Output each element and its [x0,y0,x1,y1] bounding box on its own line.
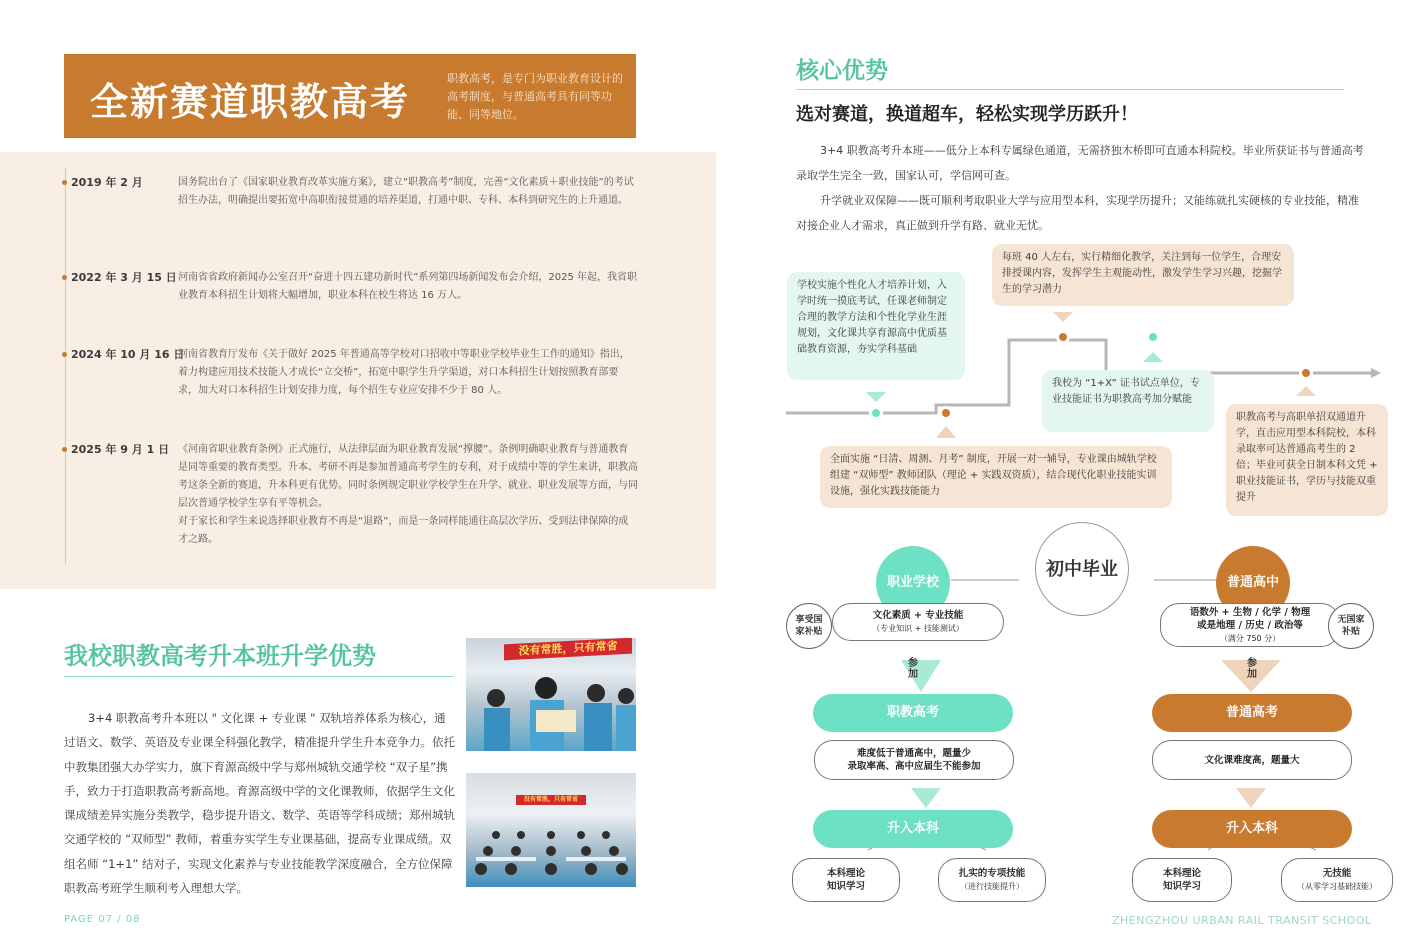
flow-highschool-subjects [1160,603,1340,647]
photo-slogan-banner: 没有常胜，只有常省 [504,638,632,660]
classroom-photo-reading [466,638,636,751]
timeline-dot [62,352,67,357]
flow-vocational-exam: 职教高考 [813,694,1013,732]
timeline-dot [62,447,67,452]
flow-vocational-outcome-skill-sub: （进行技能提升） [960,882,1024,891]
banner-title: 全新赛道职教高考 [90,80,411,124]
advantage-box-small-class: 每班 40 人左右，实行精细化教学，关注到每一位学生，合理安排授课内容，发挥学生主观能动性，激发学生学习兴趣，挖掘学生的学习潜力 [992,244,1294,306]
timeline-text: 河南省省政府新闻办公室召开“奋进十四五建功新时代”系列第四场新闻发布会介绍，2025 年起，我省职业教育本科招生计划将大幅增加，职业本科在校生将达 16 万人。 [178,272,637,301]
flow-vocational-subjects-sub: （专业知识 + 技能测试） [872,624,964,633]
timeline-text: 国务院出台了《国家职业教育改革实施方案》，建立“职教高考”制度，完善“文化素质＋职业技能”的考试招生办法，明确提出要拓宽中高职衔接贯通的培养渠道，打通中职、专科、本科到研究生的上升通道。 [178,177,634,206]
timeline-text-para: 《河南省职业教育条例》正式施行，从法律层面为职业教育发展“撑腰”。条例明确职业教育与普通教育是同等重要的教育类型。升本、考研不再是参加普通高考学生的专利，对于成绩中等的学生来讲，职教高考这条全新的赛道，升本科更有优势。同时条例规定职业学校学生在升学、就业、职业发展等方面，与同层次普通学校学生享有平等机会。 [178,444,638,509]
classroom-photo-hall [466,773,636,887]
timeline-dot [62,180,67,185]
header-banner [64,54,636,138]
classroom-illustration [466,773,636,887]
flow-vocational-subjects [832,603,1004,641]
flow-vocational-subjects-main: 文化素质 + 专业技能 [872,610,964,621]
flow-regular-undergrad: 升入本科 [1152,810,1352,848]
timeline-text [178,441,638,549]
advantage-box-exams: 全面实施 “日清、周测、月考” 制度，开展一对一辅导，专业课由城轨学校组建 “双师型” 教师团队（理论 + 实践双资质），结合现代化职业技能实训设施，强化实践技能能力 [820,446,1172,508]
flow-regular-exam-note: 文化课难度高，题量大 [1152,740,1352,780]
flow-subsidy-no-label: 无国家补贴 [1337,615,1365,637]
timeline-date: 2025 年 9 月 1 日 [71,443,170,456]
subtitle: 选对赛道，换道超车，轻松实现学历跃升！ [796,104,1138,125]
timeline-dot [62,275,67,280]
advantage-box-dual-channel: 职教高考与高职单招双通道升学，直击应用型本科院校，本科录取率可达普通高考生的 2 倍；毕业可获全日制本科文凭 + 职业技能证书，学历与技能双重提升 [1226,404,1388,516]
advantage-body-text: 3+4 职教高考升本班以 " 文化课 + 专业课 " 双轨培养体系为核心，通过语文、数学、英语及专业课全科强化教学，精准提升学生升本竞争力。依托中教集团强大办学实力，旗下育源高级中学与郑州城轨交通学校 “双子星”携手，致力于打造职教高考新高地。育源高级中学的文化课教师，依据学生文化课成绩差异实施分类教学，稳步提升语文、数学、英语等学科成绩；郑州城轨交通学校的 “双师型” 教师，着重夯实学生专业课基础，提高专业课成绩。双组名师 “1+1” 结对子，实现文化素养与专业技能教学深度融合，全方位保障职教高考班学生顺利考入理想大学。 [64,711,455,896]
flow-vocational-outcome-skill [938,858,1046,902]
section-divider [796,89,1344,90]
advantage-box-certificate: 我校为 “1+X” 证书试点单位，专业技能证书为职教高考加分赋能 [1042,370,1214,432]
section-title: 我校职教高考升本班升学优势 [64,642,376,670]
flow-highschool-subjects-sub: （满分 750 分） [1219,633,1281,643]
timeline-line [65,168,66,564]
timeline-date: 2024 年 10 月 16 日 [71,348,185,361]
flow-regular-outcome-skill-sub: （从零学习基础技能） [1297,882,1377,891]
timeline-date: 2022 年 3 月 15 日 [71,271,177,284]
flow-subsidy-no [1328,603,1374,649]
students-illustration [466,638,636,751]
flow-vocational-undergrad: 升入本科 [813,810,1013,848]
timeline-date: 2019 年 2 月 [71,176,143,189]
right-page [716,0,1413,948]
flow-highschool-subjects-main: 语数外 + 生物 / 化学 / 物理 或是地理 / 历史 / 政治等 [1189,606,1311,631]
flow-vocational-school: 职业学校 [876,546,950,620]
flow-vocational-outcome-theory: 本科理论 知识学习 [792,858,900,902]
flow-subsidy-yes [786,603,832,649]
flow-vocational-exam-note: 难度低于普通高中，题量少 录取率高、高中应届生不能参加 [814,740,1014,780]
banner-description: 职教高考，是专门为职业教育设计的高考制度，与普通高考具有同等功能、同等地位。 [447,72,623,121]
flow-regular-high-school: 普通高中 [1216,546,1290,620]
flow-participate-label: 参加 [1247,658,1257,680]
school-footer: ZHENGZHOU URBAN RAIL TRANSIT SCHOOL [1112,914,1372,927]
flow-regular-outcome-skill [1281,858,1393,902]
timeline-text-para: 对于家长和学生来说选择职业教育不再是“退路”，而是一条同样能通往高层次学历、受到法律保障的成才之路。 [178,516,629,545]
intro-paragraph: 3+4 职教高考升本班——低分上本科专属绿色通道，无需挤独木桥即可直通本科院校。毕业所获证书与普通高考录取学生完全一致，国家认可，学信网可查。 [796,144,1364,182]
flow-subsidy-yes-label: 享受国家补贴 [795,615,823,637]
timeline-text: 河南省教育厅发布《关于做好 2025 年普通高等学校对口招收中等职业学校毕业生工作的通知》指出，着力构建应用技术技能人才成长“立交桥”，拓宽中职学生升学渠道，对口本科招生计划按照教育部要求，加大对口本科招生计划安排力度，每个招生专业应安排不少于 80 人。 [178,349,630,396]
flow-regular-exam: 普通高考 [1152,694,1352,732]
flow-start-junior-graduation: 初中毕业 [1035,522,1129,616]
advantage-box-personalized: 学校实施个性化人才培养计划，入学时统一摸底考试，任课老师制定合理的教学方法和个性化学业生涯规划，文化课共享育源高中优质基础教育资源，夯实学科基础 [787,272,965,380]
flow-vocational-outcome-skill-main: 扎实的专项技能 [958,868,1026,879]
section-divider [64,676,454,677]
flow-regular-outcome-skill-main: 无技能 [1322,868,1352,879]
section-title: 核心优势 [796,58,888,84]
flow-participate-label: 参加 [908,658,918,680]
flow-regular-outcome-theory: 本科理论 知识学习 [1132,858,1232,902]
page-number: PAGE 07 / 08 [64,914,141,925]
intro-paragraph: 升学就业双保障——既可顺利考取职业大学与应用型本科，实现学历提升；又能练就扎实硬核的专业技能，精准对接企业人才需求，真正做到升学有路、就业无忧。 [796,194,1359,232]
photo-slogan-banner: 没有常胜，只有常省 [516,795,586,805]
